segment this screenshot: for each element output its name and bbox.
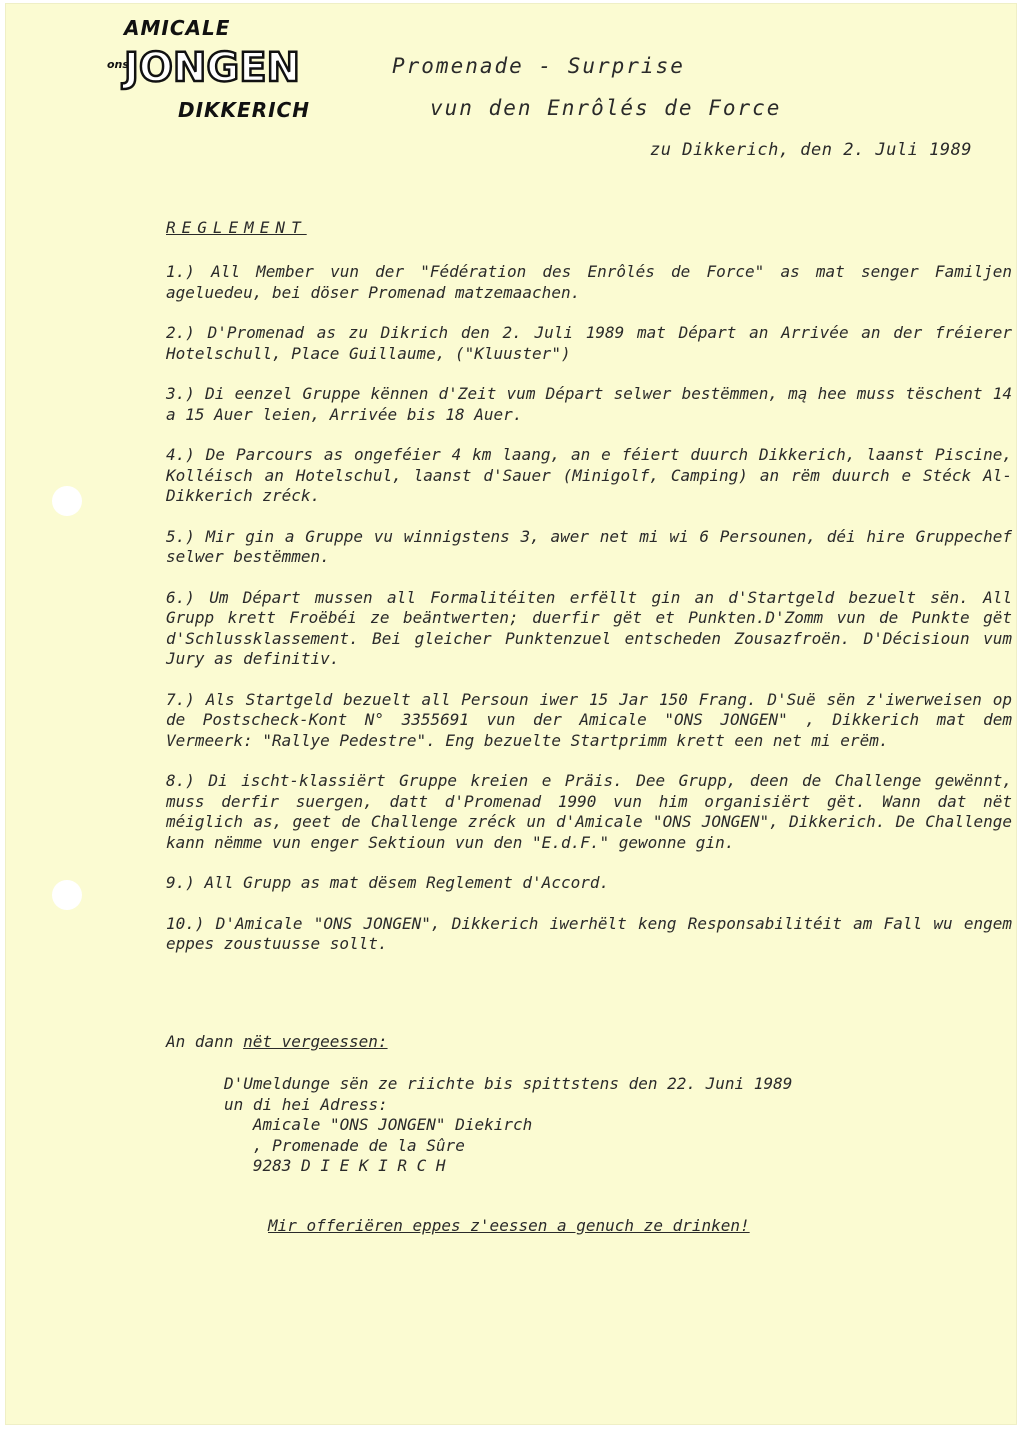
footer-note: Mir offeriëren eppes z'eessen a genuch ze drinken! [268, 1216, 750, 1235]
title-line-2: vun den Enrôlés de Force [430, 96, 782, 120]
logo-ons-text: ons [107, 58, 129, 71]
logo-bottom-text: DIKKERICH [178, 98, 310, 122]
logo [92, 16, 332, 132]
title-line-1: Promenade - Surprise [392, 54, 685, 78]
document-page [6, 4, 1016, 1424]
rule-item: 10.) D'Amicale "ONS JONGEN", Dikkerich iwerhëlt keng Responsabilitéit am Fall wu engem eppes zoustuusse sollt. [166, 913, 1012, 953]
rule-item: 5.) Mir gin a Gruppe vu winnigstens 3, awer net mi wi 6 Persounen, déi hire Gruppechef selwer bestëmmen. [166, 526, 1012, 566]
rule-item: 1.) All Member vun der "Fédération des Enrôlés de Force" as mat senger Familjen ageluedeu, bei döser Promenad matzemaachen. [166, 262, 1012, 302]
rules-list [166, 262, 1012, 975]
reminder-prefix: An dann [166, 1032, 244, 1051]
address-line: D'Umeldunge sën ze riichte bis spittstens den 22. Juni 1989 [224, 1074, 793, 1093]
rule-item: 8.) Di ischt-klassiërt Gruppe kreien e Präis. Dee Grupp, deen de Challenge gewënnt, muss derfir suergen, datt d'Promenad 1990 vun him organisiërt gët. Wann dat nët méiglich as, geet de Challenge zréck un d'Amicale "ONS JONGEN", Dikkerich. De Challenge kann nëmme vun enger Sektioun vun den "E.d.F." gewonne gin. [166, 771, 1012, 852]
rule-item: 7.) Als Startgeld bezuelt all Persoun iwer 15 Jar 150 Frang. D'Suë sën z'iwerweisen op de Postscheck-Kont N° 3355691 vun der Amicale "ONS JONGEN" , Dikkerich mat dem Vermeerk: "Rallye Pedestre". Eng bezuelte Startprimm krett een net mi erëm. [166, 689, 1012, 750]
logo-top-text: AMICALE [124, 16, 231, 40]
rule-item: 4.) De Parcours as ongeféier 4 km laang, an e féiert duurch Dikkerich, laanst Piscine, Kolléisch an Hotelschul, laanst d'Sauer (Minigolf, Camping) an rëm duurch e Stéck Al-Dikkerich zréck. [166, 445, 1012, 505]
logo-main-text: JONGEN [124, 45, 300, 91]
rule-item: 3.) Di eenzel Gruppe kënnen d'Zeit vum Départ selwer bestëmmen, mą hee muss tëschent 14 a 15 Auer leien, Arrivée bis 18 Auer. [166, 384, 1012, 424]
address-line: Amicale "ONS JONGEN" Diekirch [224, 1115, 533, 1134]
reminder-line [166, 1032, 388, 1051]
address-line: 9283 D I E K I R C H [224, 1156, 446, 1175]
address-block [224, 1074, 792, 1177]
place-date: zu Dikkerich, den 2. Juli 1989 [650, 140, 973, 160]
punch-hole [52, 880, 82, 910]
address-line: , Promenade de la Sûre [224, 1135, 465, 1155]
punch-hole [52, 486, 82, 516]
address-line: un di hei Adress: [224, 1094, 388, 1114]
reminder-underlined: nët vergeessen: [243, 1032, 388, 1051]
rule-item: 6.) Um Départ mussen all Formalitéiten erfëllt gin an d'Startgeld bezuelt sën. All Grupp krett Froëbéi ze beäntwerten; duerfir gët et Punkten.D'Zomm vun de Punkte gët d'Schlussklassement. Bei gleicher Punktenzuel entscheden Zousazfroën. D'Décisioun vum Jury as definitiv. [166, 587, 1012, 668]
rule-item: 2.) D'Promenad as zu Dikrich den 2. Juli 1989 mat Départ an Arrivée an der fréierer Hotelschull, Place Guillaume, ("Kluuster") [166, 323, 1012, 363]
rule-item: 9.) All Grupp as mat dësem Reglement d'Accord. [166, 873, 610, 892]
section-heading: REGLEMENT [166, 218, 307, 237]
